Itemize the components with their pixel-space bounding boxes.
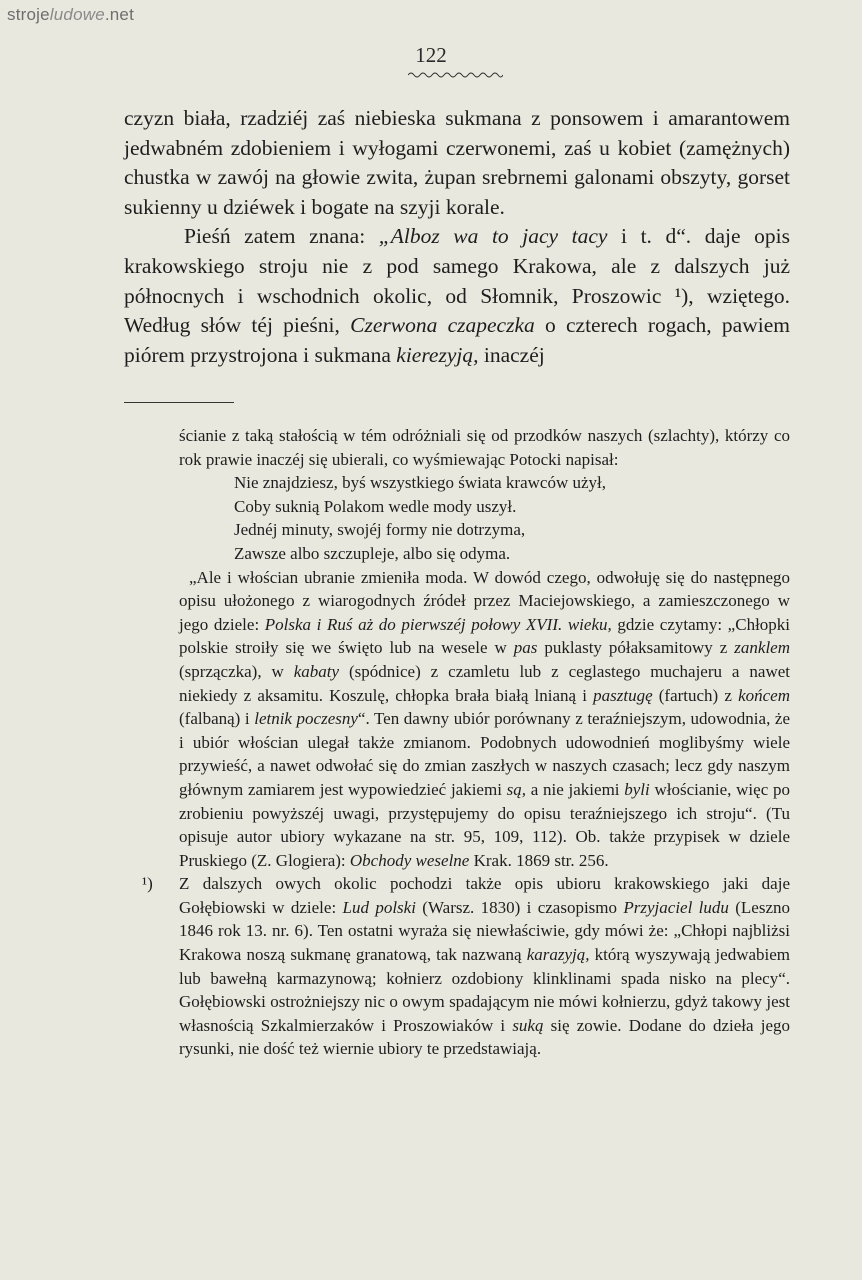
site-watermark: strojeludowe.net xyxy=(7,5,135,24)
footnote-1 xyxy=(124,872,790,1061)
footnote-quote-paragraph: „Ale i włościan ubranie zmieniła moda. W dowód czego, odwołuję się do następnego opisu ułożonego z wiarogodnych źródeł przez Maciejowskiego, a zamieszczonego w jego dziele: Polska i Ruś aż do pierwszéj połowy XVII. wieku, gdzie czytamy: „Chłopki polskie stroiły się we święto lub na wesele w pas puklasty półaksamitowy z zanklem (sprzączka), w kabaty (spódnice) z czamletu lub z ceglastego muchajeru a nawet niekiedy z aksamitu. Koszulę, chłopka brała białą lnianą i pasztugę (fartuch) z końcem (falbaną) i letnik poczesny“. Ten dawny ubiór porównany z teraźniejszym, udowodnia, że i ubiór włościan ulegał także zmianom. Podobnych udowodnień moglibyśmy wiele przywieść, a nawet odwołać się do zmian zaszłych w naszych czasach; lecz gdy naszym głównym zamiarem jest wypowiedzieć jakiemi są, a nie jakiemi byli włościanie, więc po zrobieniu powyższéj uwagi, przystępujemy do opisu teraźniejszego ich stroju“. (Tu opisuje autor ubiory wykazane na str. 95, 109, 112). Ob. także przypisek w dziele Pruskiego (Z. Glogiera): Obchody weselne Krak. 1869 str. 256. xyxy=(179,567,791,870)
page-number: 122 xyxy=(415,43,447,67)
quoted-verse xyxy=(179,471,790,565)
footnote-continued xyxy=(124,424,790,872)
main-text xyxy=(124,104,790,370)
footnotes xyxy=(124,424,790,1061)
footnote-1-text: Z dalszych owych okolic pochodzi także opis ubioru krakowskiego jaki daje Gołębiowski w dziele: Lud polski (Warsz. 1830) i czasopismo Przyjaciel ludu (Leszno 1846 rok 13. nr. 6). Ten ostatni wyraża się niewłaściwie, gdy mówi że: „Chłopi najbliżsi Krakowa noszą sukmanę granatową, tak nazwaną karazyją, którą wyszywają jedwabiem lub bawełną karmazynową; kołnierz ozdobiony klinklinami spada nisko na plecy“. Gołębiowski ostrożniejszy nic o owym spadającym nie mówi kołnierzu, gdyż takowy jest własnością Szkalmierzaków i Proszowiaków i suką się zowie. Dodane do dzieła jego rysunki, nie dość też wiernie ubiory te przedstawiają. xyxy=(179,874,791,1059)
verse-line: Nie znajdziesz, byś wszystkiego świata krawców użył, xyxy=(234,473,606,493)
wavy-ornament-icon xyxy=(408,70,503,78)
verse-line: Zawsze albo szczupleje, albo się odyma. xyxy=(234,543,511,563)
verse-line: Coby suknią Polakom wedle mody uszył. xyxy=(234,496,517,516)
main-paragraph-2: Pieśń zatem znana: „Alboz wa to jacy tacy i t. d“. daje opis krakowskiego stroju nie z pod samego Krakowa, ale z dalszych już północnych i wschodnich okolic, od Słomnik, Proszowic ¹), wziętego. Według słów téj pieśni, Czerwona czapeczka o czterech rogach, pawiem piórem przystrojona i sukmana kierezyją, inaczéj xyxy=(124,224,790,367)
footnote-intro: ścianie z taką stałością w tém odróżniali się od przodków naszych (szlachty), którzy co rok prawie inaczéj się ubierali, co wyśmiewając Potocki napisał: xyxy=(179,426,790,469)
footnote-marker: ¹) xyxy=(142,874,153,894)
main-paragraph-1: czyzn biała, rzadziéj zaś niebieska sukmana z ponsowem i amarantowem jedwabném zdobieniem i wyłogami czerwonemi, zaś u kobiet (zamężnych) chustka w zawój na głowie zwita, żupan srebrnemi galonami obszyty, gorset sukienny u dziéwek i bogate na szyji korale. xyxy=(124,106,790,219)
footnote-separator xyxy=(124,402,234,403)
verse-line: Jednéj minuty, swojéj formy nie dotrzyma, xyxy=(234,520,526,540)
